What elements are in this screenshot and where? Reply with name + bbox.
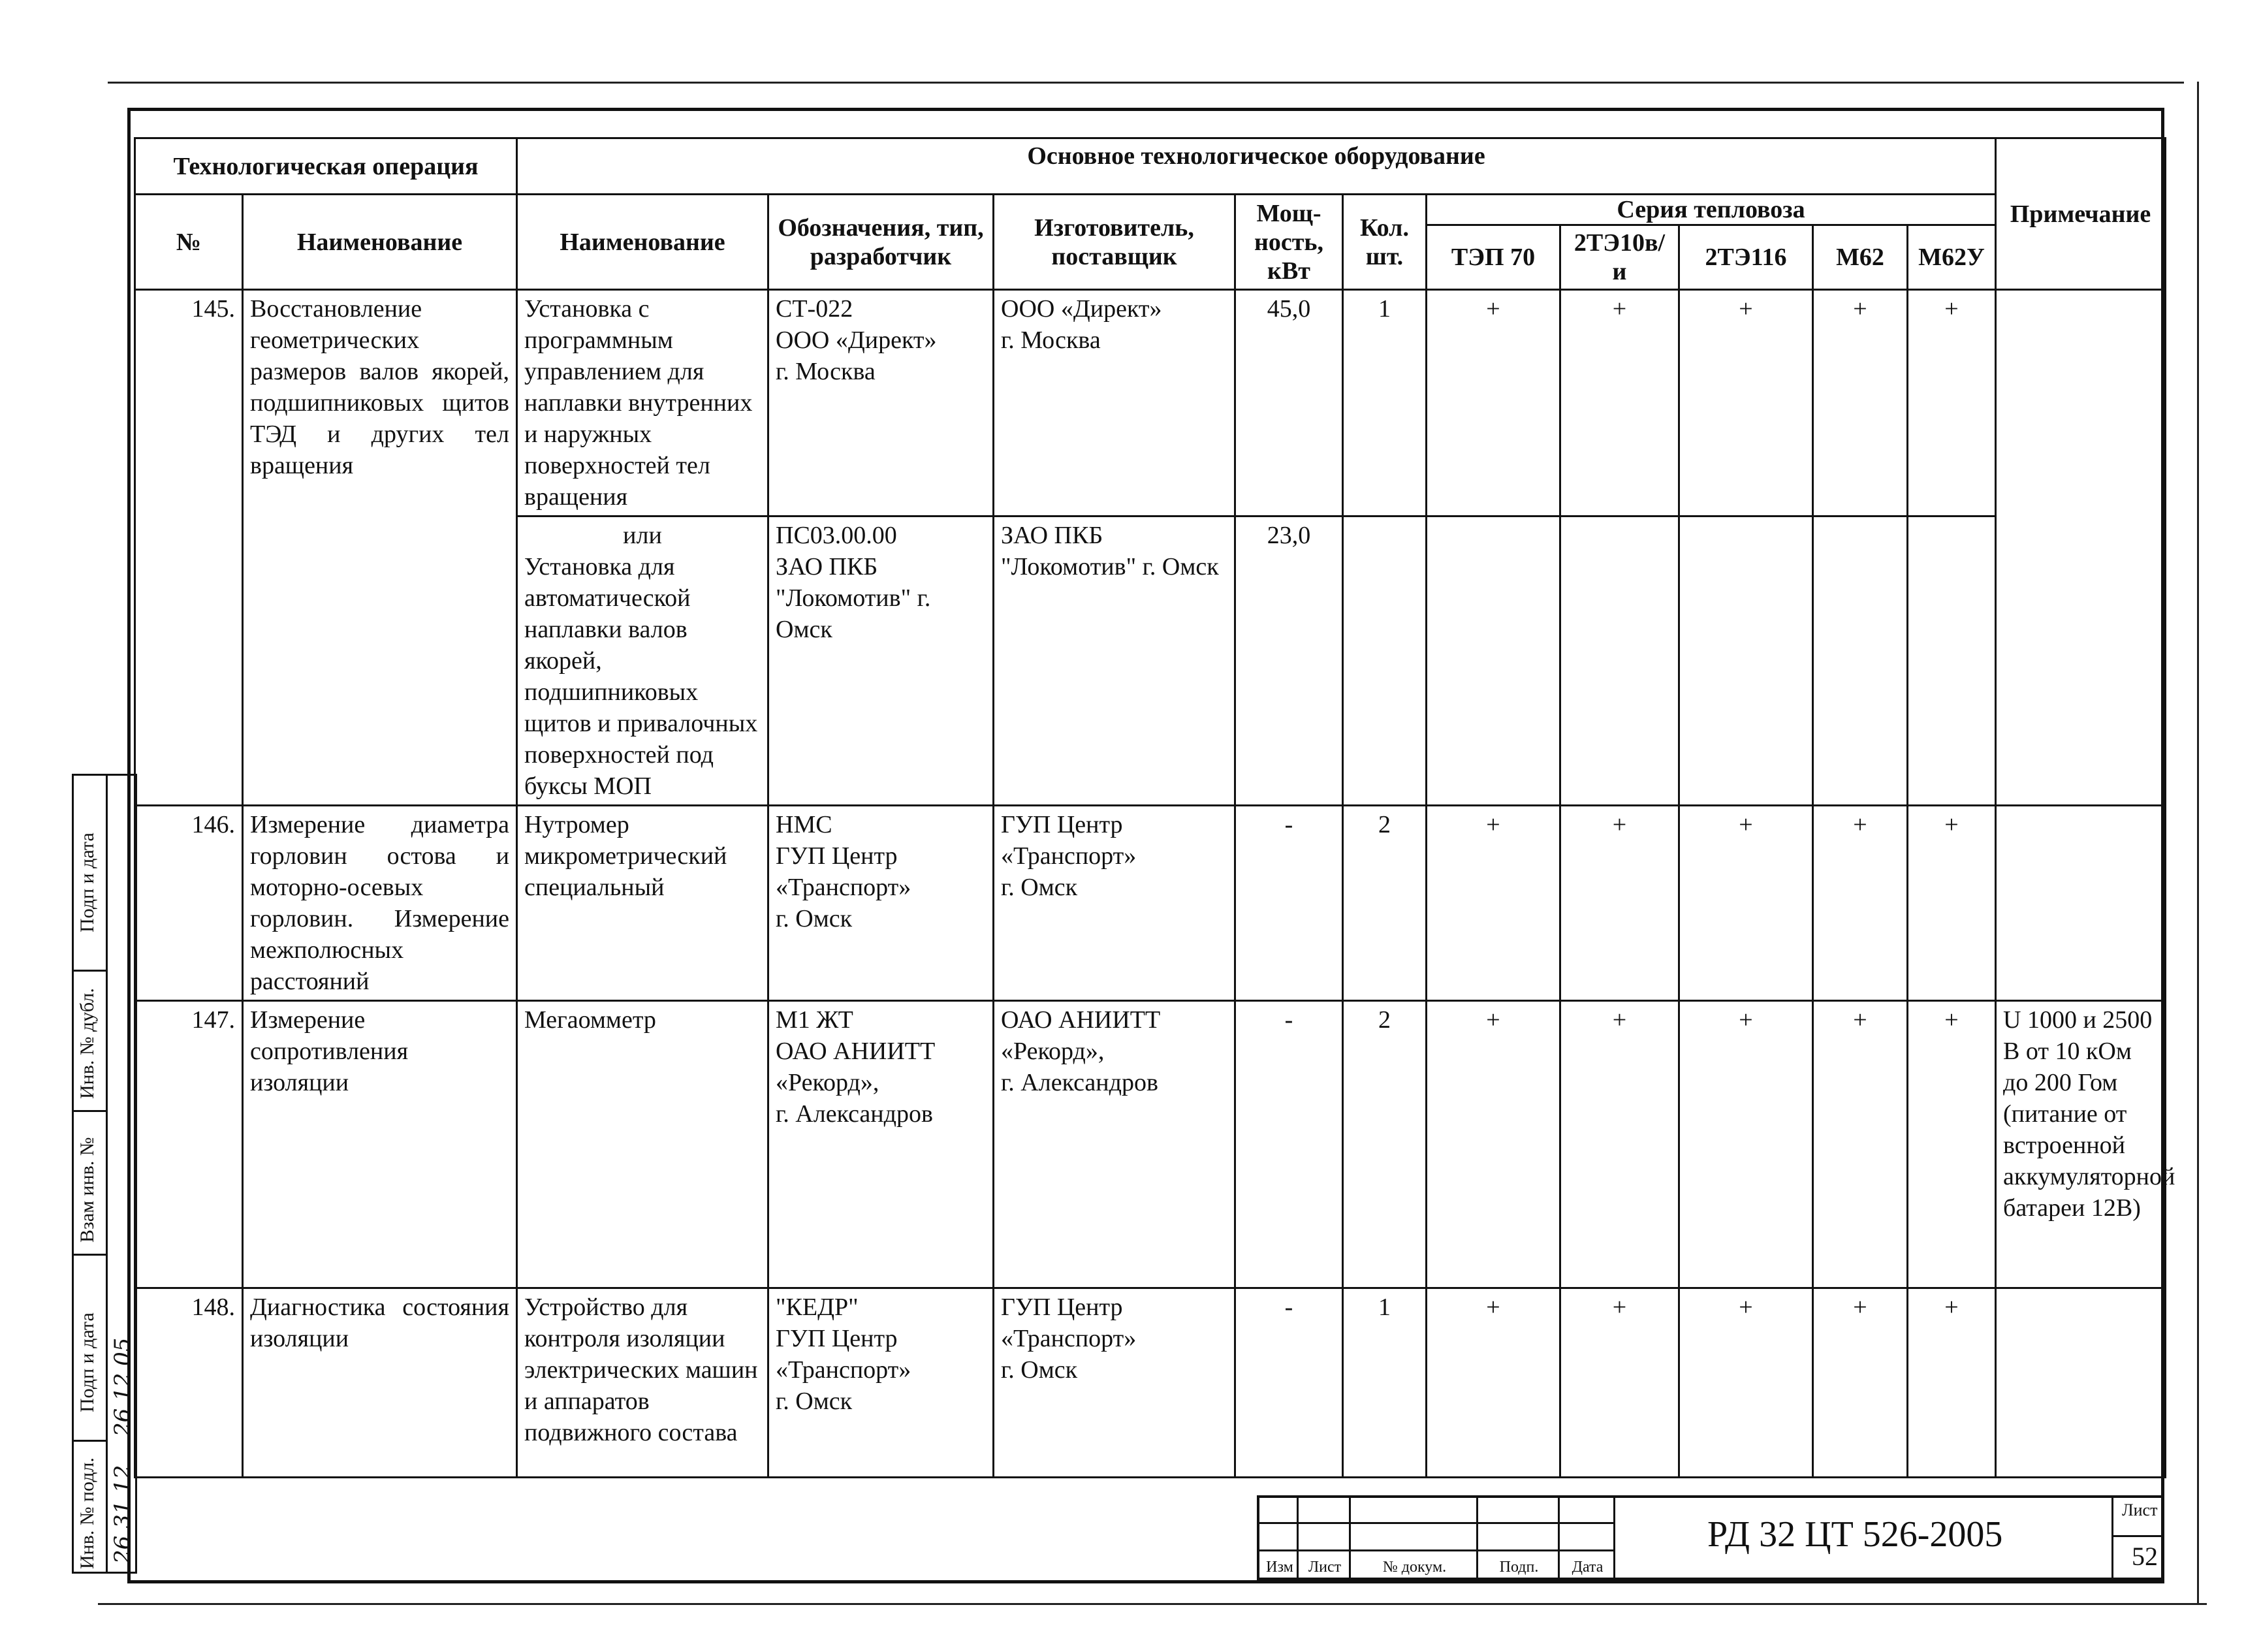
tb-podp: Подп. [1499, 1559, 1539, 1576]
mark-2te10: + [1560, 1001, 1679, 1288]
tb-grid [1560, 1498, 1615, 1524]
header-series-m62u: М62У [1908, 225, 1996, 290]
header-series-tep70: ТЭП 70 [1427, 225, 1560, 290]
table-row [135, 1001, 2166, 1288]
power-value: - [1235, 1288, 1343, 1478]
mark-tep70: + [1427, 290, 1560, 516]
row-number: 145. [135, 290, 243, 806]
strip-cell-podp-data-2 [74, 1256, 106, 1442]
tb-list: Лист [1308, 1559, 1342, 1576]
note-cell [1996, 806, 2166, 1001]
equipment-name: Нутромер микрометрический специальный [517, 806, 768, 1001]
inventory-number: 26.31.12. [110, 1457, 136, 1564]
power-value: 23,0 [1235, 516, 1343, 806]
quantity-value: 2 [1343, 1001, 1427, 1288]
table-row [135, 290, 2166, 516]
mark-m62u [1908, 516, 1996, 806]
designation: НМС ГУП Центр «Транспорт» г. Омск [768, 806, 994, 1001]
equipment-name: Мегаомметр [517, 1001, 768, 1288]
strip-label-podp-data-2: Подп и дата [76, 1312, 98, 1412]
power-value: 45,0 [1235, 290, 1343, 516]
tb-grid [1560, 1524, 1615, 1551]
mark-tep70: + [1427, 806, 1560, 1001]
operation-name: Диагностика состояния изоляции [243, 1288, 517, 1478]
frame-bottom-line [98, 1603, 2207, 1605]
quantity-value: 2 [1343, 806, 1427, 1001]
quantity-value: 1 [1343, 1288, 1427, 1478]
power-value: - [1235, 806, 1343, 1001]
tb-grid [1478, 1498, 1560, 1524]
tb-grid [1351, 1498, 1478, 1524]
row-number: 146. [135, 806, 243, 1001]
header-main-equipment: Основное технологическое оборудование [517, 138, 1996, 195]
tb-grid [1351, 1524, 1478, 1551]
header-row-2 [135, 195, 2166, 225]
note-cell: U 1000 и 2500 В от 10 кОм до 200 Гом (питание от встроенной аккумуляторной батареи 12В) [1996, 1001, 2166, 1288]
mark-m62: + [1813, 1288, 1908, 1478]
mark-m62: + [1813, 806, 1908, 1001]
table-row [135, 1288, 2166, 1478]
operation-name: Измерение сопротивления изоляции [243, 1001, 517, 1288]
mark-tep70 [1427, 516, 1560, 806]
header-qty: Кол. шт. [1343, 195, 1427, 290]
manufacturer: ООО «Директ» г. Москва [994, 290, 1235, 516]
manufacturer: ГУП Центр «Транспорт» г. Омск [994, 1288, 1235, 1478]
operation-name: Измерение диаметра горловин остова и моторно-осевых горловин. Измерение межполюсных расстояний [243, 806, 517, 1001]
frame-right-line [2197, 82, 2199, 1603]
frame-top-line [108, 82, 2184, 84]
manufacturer: ЗАО ПКБ "Локомотив" г. Омск [994, 516, 1235, 806]
designation: "КЕДР" ГУП Центр «Транспорт» г. Омск [768, 1288, 994, 1478]
header-row-1 [135, 138, 2166, 195]
binding-strip-values [108, 774, 137, 1574]
document-code: РД 32 ЦТ 526-2005 [1707, 1514, 2003, 1555]
equipment-name: Устройство для контроля изоляции электрических машин и аппаратов подвижного состава [517, 1288, 768, 1478]
mark-m62: + [1813, 290, 1908, 516]
header-no: № [135, 195, 243, 290]
mark-m62: + [1813, 1001, 1908, 1288]
header-note: Примечание [1996, 138, 2166, 290]
table-row [135, 806, 2166, 1001]
header-designation: Обозначения, тип, разработчик [768, 195, 994, 290]
designation: ПС03.00.00 ЗАО ПКБ "Локомотив" г. Омск [768, 516, 994, 806]
strip-label-vzam-inv: Взам инв. № [76, 1137, 98, 1243]
mark-2te116: + [1679, 1001, 1813, 1288]
mark-2te116: + [1679, 290, 1813, 516]
quantity-value: 1 [1343, 290, 1427, 516]
mark-2te10 [1560, 516, 1679, 806]
tb-grid [1299, 1498, 1351, 1524]
note-cell [1996, 1288, 2166, 1478]
or-label: или [623, 522, 662, 549]
quantity-value [1343, 516, 1427, 806]
header-series-2te10: 2ТЭ10в/и [1560, 225, 1679, 290]
tb-grid [1259, 1524, 1299, 1551]
tb-izm: Изм [1266, 1559, 1293, 1576]
mark-m62u: + [1908, 806, 1996, 1001]
equipment-name-alt [517, 516, 768, 806]
mark-m62u: + [1908, 1288, 1996, 1478]
manufacturer: ГУП Центр «Транспорт» г. Омск [994, 806, 1235, 1001]
mark-m62 [1813, 516, 1908, 806]
strip-label-inv-dubl: Инв. № дубл. [76, 988, 98, 1099]
equipment-name: Установка для автоматической наплавки валов якорей, подшипниковых щитов и привалочных поверхностей под буксы МОП [524, 553, 758, 800]
tb-dokum: № докум. [1382, 1559, 1447, 1576]
header-series-m62: М62 [1813, 225, 1908, 290]
binding-strip [72, 774, 108, 1574]
header-tech-operation: Технологическая операция [135, 138, 517, 195]
strip-label-podp-data-1: Подп и дата [76, 833, 98, 932]
strip-cell-inv-dubl [74, 972, 106, 1112]
mark-2te116 [1679, 516, 1813, 806]
header-eq-name: Наименование [517, 195, 768, 290]
header-manufacturer: Изготовитель, поставщик [994, 195, 1235, 290]
signature-date: 26.12.05 [110, 1337, 136, 1437]
header-series-2te116: 2ТЭ116 [1679, 225, 1813, 290]
sheet-number: 52 [2132, 1542, 2158, 1571]
tb-grid [1259, 1498, 1299, 1524]
header-power: Мощ- ность, кВт [1235, 195, 1343, 290]
row-number: 148. [135, 1288, 243, 1478]
mark-2te116: + [1679, 806, 1813, 1001]
tb-grid [1299, 1524, 1351, 1551]
mark-2te10: + [1560, 290, 1679, 516]
header-series: Серия тепловоза [1427, 195, 1996, 225]
mark-2te10: + [1560, 806, 1679, 1001]
designation: СТ-022 ООО «Директ» г. Москва [768, 290, 994, 516]
strip-cell-vzam-inv [74, 1112, 106, 1256]
strip-label-inv-podl: Инв. № подл. [76, 1457, 98, 1569]
mark-m62u: + [1908, 290, 1996, 516]
manufacturer: ОАО АНИИТТ «Рекорд», г. Александров [994, 1001, 1235, 1288]
note-cell [1996, 290, 2166, 806]
mark-m62u: + [1908, 1001, 1996, 1288]
mark-tep70: + [1427, 1288, 1560, 1478]
header-op-name: Наименование [243, 195, 517, 290]
equipment-name: Установка с программным управлением для наплавки внутренних и наружных поверхностей тел вращения [517, 290, 768, 516]
tb-data: Дата [1572, 1559, 1604, 1576]
designation: М1 ЖТ ОАО АНИИТТ «Рекорд», г. Александров [768, 1001, 994, 1288]
equipment-table [134, 137, 2175, 1478]
mark-2te10: + [1560, 1288, 1679, 1478]
strip-cell-inv-podl [74, 1442, 106, 1572]
strip-cell-podp-data-1 [74, 776, 106, 972]
tb-grid [1478, 1524, 1560, 1551]
mark-2te116: + [1679, 1288, 1813, 1478]
mark-tep70: + [1427, 1001, 1560, 1288]
row-number: 147. [135, 1001, 243, 1288]
sheet-caption: Лист [2122, 1501, 2158, 1519]
power-value: - [1235, 1001, 1343, 1288]
operation-name: Восстановление геометрических размеров валов якорей, подшипниковых щитов ТЭД и других тел вращения [243, 290, 517, 806]
